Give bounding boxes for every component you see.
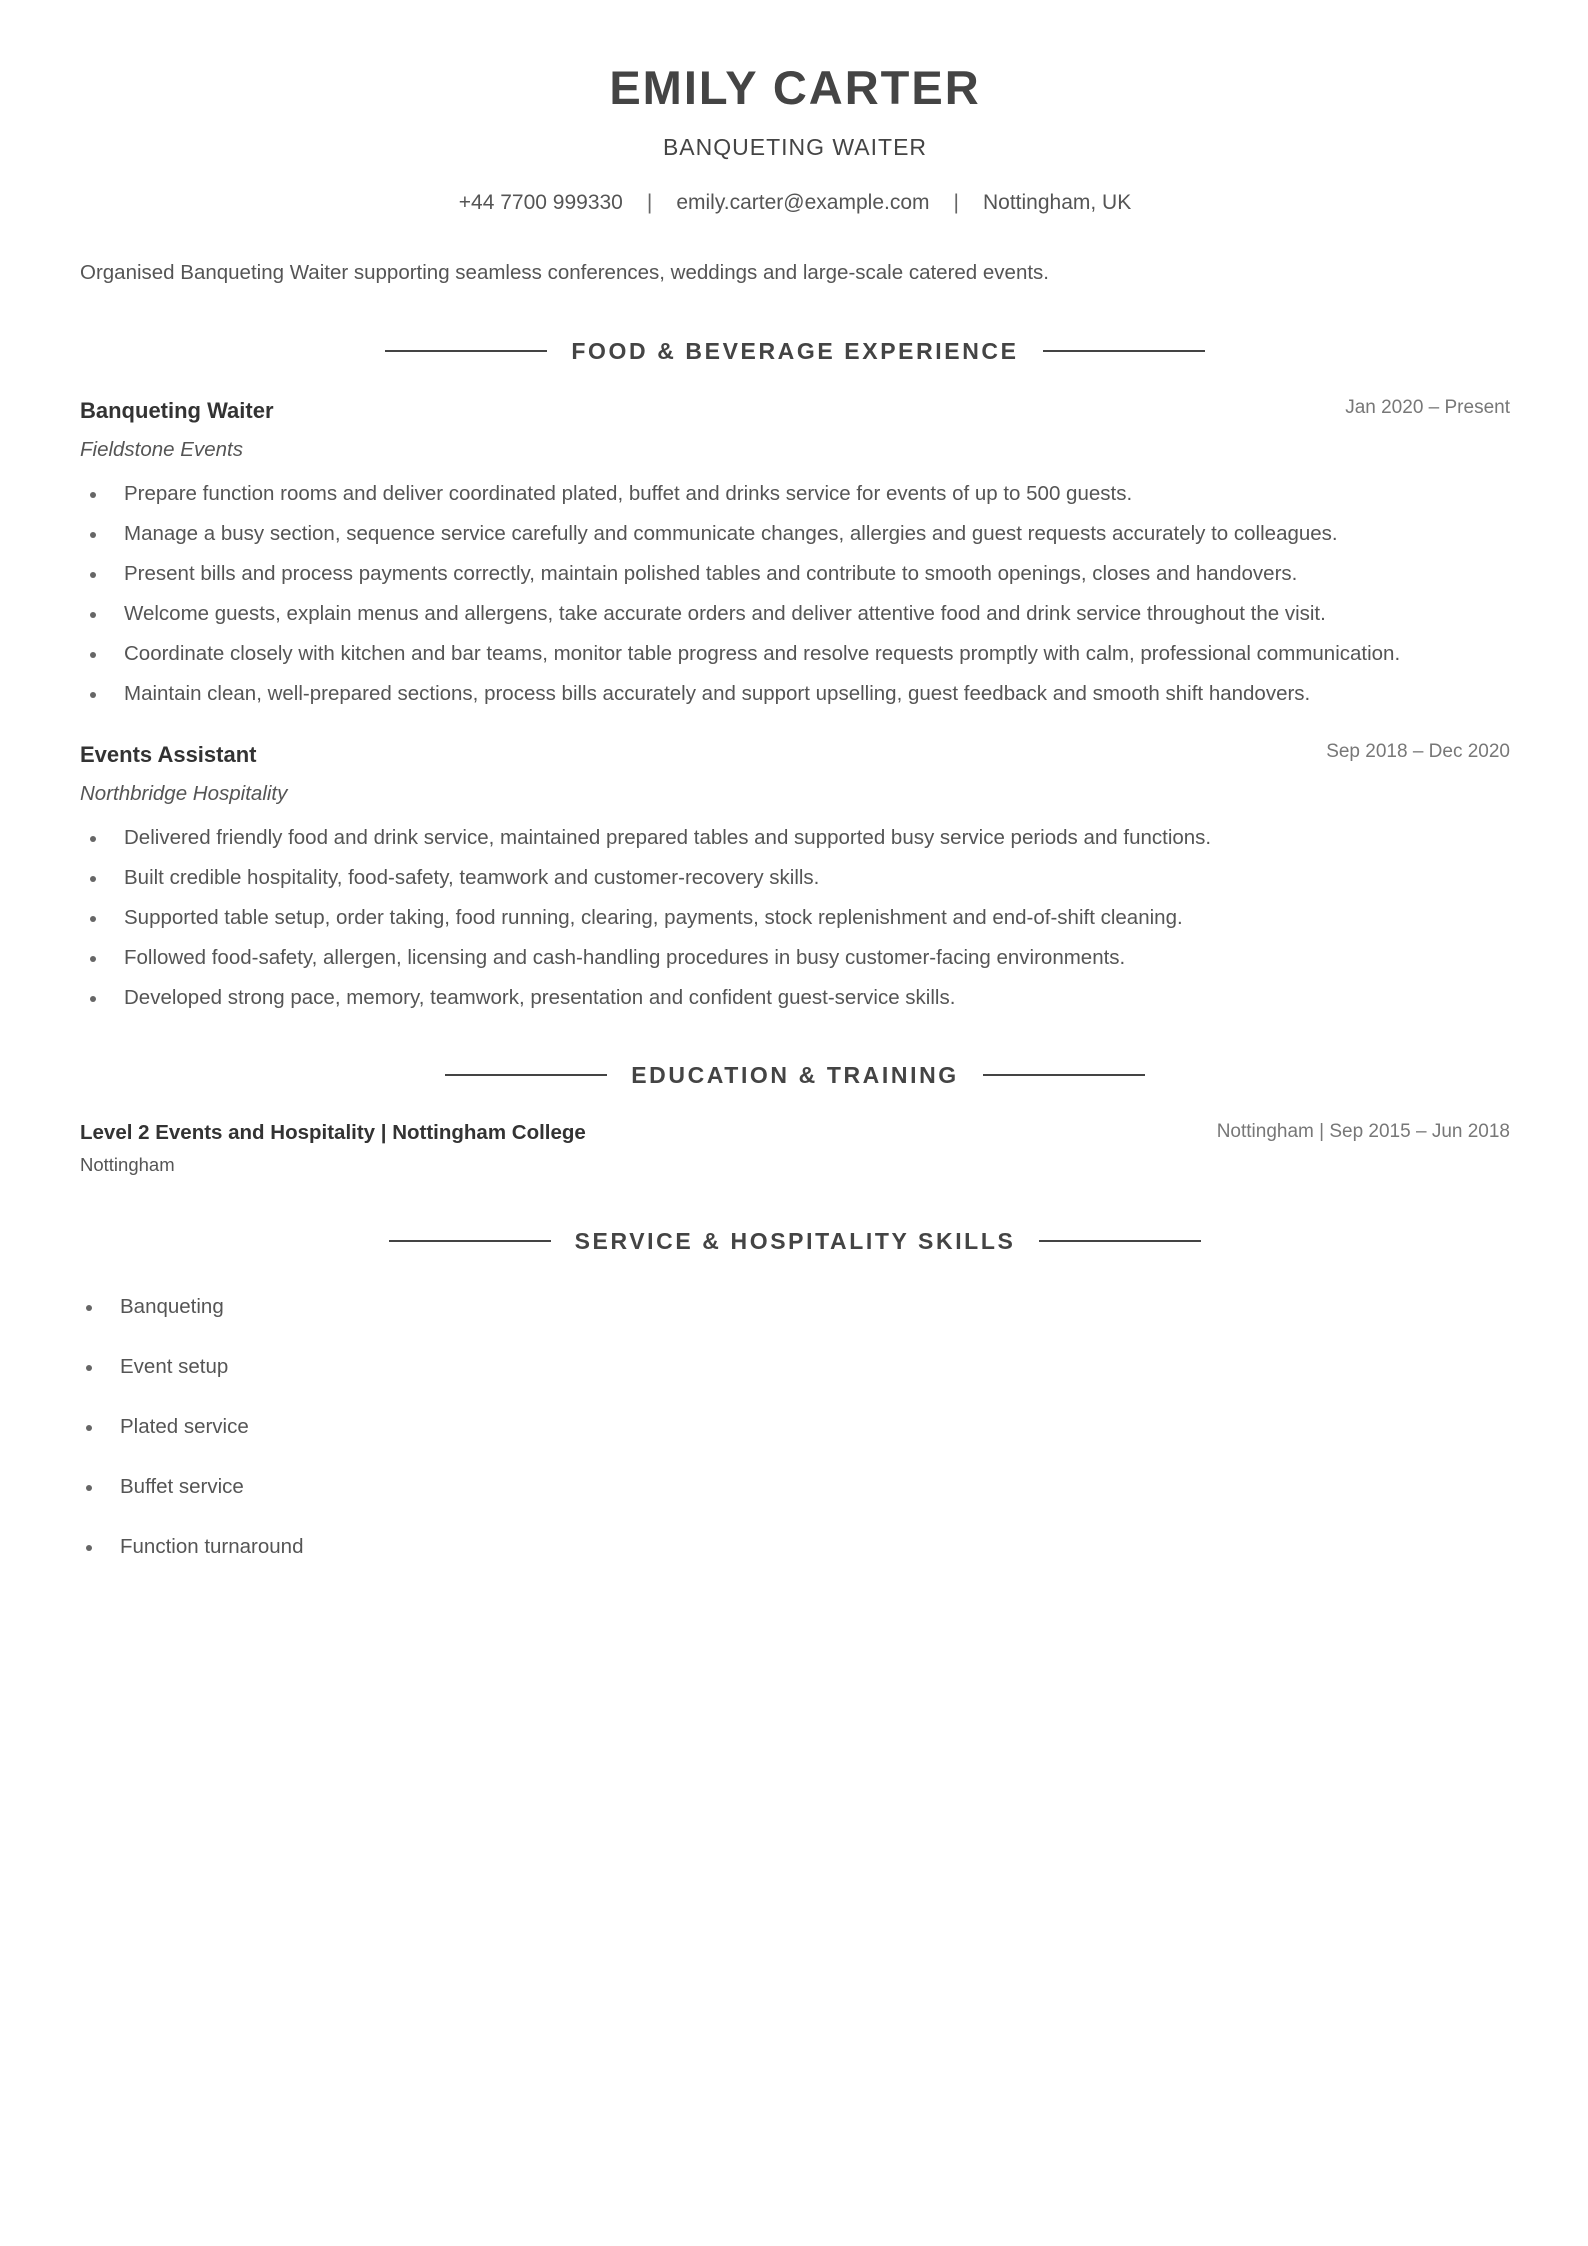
skill-text: Plated service [120, 1415, 249, 1438]
list-item [80, 858, 1510, 898]
skill-text: Buffet service [120, 1475, 244, 1498]
bullet-icon [90, 956, 96, 962]
heading-rule-right [1039, 1240, 1201, 1242]
skill-text: Event setup [120, 1355, 229, 1378]
skill-text: Function turnaround [120, 1535, 304, 1558]
education-heading [80, 1058, 1510, 1092]
job-role: BANQUETING WAITER [662, 134, 928, 160]
section-title: SERVICE & HOSPITALITY SKILLS [574, 1227, 1016, 1254]
heading-rule-left [385, 350, 547, 352]
bullet-icon [90, 996, 96, 1002]
bullet-icon [90, 532, 96, 538]
list-item [80, 938, 1510, 978]
list-item [80, 474, 1510, 514]
bullet-text: Built credible hospitality, food-safety, teamwork and customer-recovery skills. [124, 866, 820, 889]
job-company: Northbridge Hospitality [80, 782, 288, 805]
contact-separator: | [646, 191, 653, 214]
bullet-icon [90, 612, 96, 618]
list-item [80, 634, 1510, 674]
profile-summary: Organised Banqueting Waiter supporting seamless conferences, weddings and large-scale catered events. [80, 261, 1049, 284]
bullet-icon [86, 1365, 92, 1371]
job-dates: Sep 2018 – Dec 2020 [1326, 741, 1510, 762]
job-bullets [80, 474, 1510, 714]
bullet-icon [90, 492, 96, 498]
section-title: EDUCATION & TRAINING [631, 1061, 959, 1088]
list-item [80, 674, 1510, 714]
skill-item [80, 1410, 1510, 1470]
email-address: emily.carter@example.com [676, 191, 930, 214]
list-item [80, 818, 1510, 858]
skill-item [80, 1290, 1510, 1350]
bullet-icon [90, 572, 96, 578]
list-item [80, 554, 1510, 594]
list-item [80, 514, 1510, 554]
job-title: Banqueting Waiter [80, 398, 274, 423]
bullet-text: Developed strong pace, memory, teamwork, presentation and confident guest-service skills. [124, 986, 956, 1009]
bullet-text: Delivered friendly food and drink service, maintained prepared tables and supported busy service periods and functions. [124, 826, 1212, 849]
skill-item [80, 1470, 1510, 1530]
skills-list [80, 1290, 1510, 1590]
heading-rule-left [445, 1074, 607, 1076]
bullet-text: Welcome guests, explain menus and allergens, take accurate orders and deliver attentive food and drink service throughout the visit. [124, 602, 1326, 625]
job-dates: Jan 2020 – Present [1345, 397, 1510, 418]
experience-heading [80, 334, 1510, 368]
section-title: FOOD & BEVERAGE EXPERIENCE [571, 337, 1019, 364]
education-title: Level 2 Events and Hospitality | Nottingham College [80, 1121, 586, 1144]
bullet-text: Manage a busy section, sequence service carefully and communicate changes, allergies and guest requests accurately to colleagues. [124, 522, 1338, 545]
education-meta: Nottingham | Sep 2015 – Jun 2018 [1216, 1121, 1510, 1142]
skill-item [80, 1530, 1510, 1590]
location: Nottingham, UK [982, 191, 1132, 214]
heading-rule-right [1043, 350, 1205, 352]
bullet-icon [86, 1305, 92, 1311]
heading-rule-right [983, 1074, 1145, 1076]
bullet-text: Coordinate closely with kitchen and bar teams, monitor table progress and resolve requests promptly with calm, professional communication. [124, 642, 1401, 665]
contact-line [80, 188, 1510, 218]
bullet-text: Supported table setup, order taking, food running, clearing, payments, stock replenishment and end-of-shift cleaning. [124, 906, 1183, 929]
bullet-text: Prepare function rooms and deliver coordinated plated, buffet and drinks service for events of up to 500 guests. [124, 482, 1133, 505]
skills-heading [80, 1224, 1510, 1258]
bullet-icon [86, 1545, 92, 1551]
job-company: Fieldstone Events [80, 438, 243, 461]
heading-rule-left [389, 1240, 551, 1242]
candidate-name: EMILY CARTER [609, 61, 981, 114]
skill-text: Banqueting [120, 1295, 224, 1318]
bullet-icon [86, 1425, 92, 1431]
contact-separator: | [953, 191, 959, 214]
job-title: Events Assistant [80, 742, 257, 767]
phone-number: +44 7700 999330 [458, 191, 623, 214]
list-item [80, 594, 1510, 634]
bullet-text: Maintain clean, well-prepared sections, process bills accurately and support upselling, guest feedback and smooth shift handovers. [124, 682, 1311, 705]
bullet-icon [90, 652, 96, 658]
education-location: Nottingham [80, 1154, 175, 1175]
bullet-icon [90, 876, 96, 882]
bullet-icon [90, 916, 96, 922]
bullet-icon [90, 692, 96, 698]
bullet-icon [86, 1485, 92, 1491]
list-item [80, 978, 1510, 1018]
bullet-text: Followed food-safety, allergen, licensing and cash-handling procedures in busy customer-facing environments. [124, 946, 1126, 969]
skill-item [80, 1350, 1510, 1410]
bullet-icon [90, 836, 96, 842]
job-bullets [80, 818, 1510, 1018]
list-item [80, 898, 1510, 938]
bullet-text: Present bills and process payments correctly, maintain polished tables and contribute to smooth openings, closes and handovers. [124, 562, 1298, 585]
